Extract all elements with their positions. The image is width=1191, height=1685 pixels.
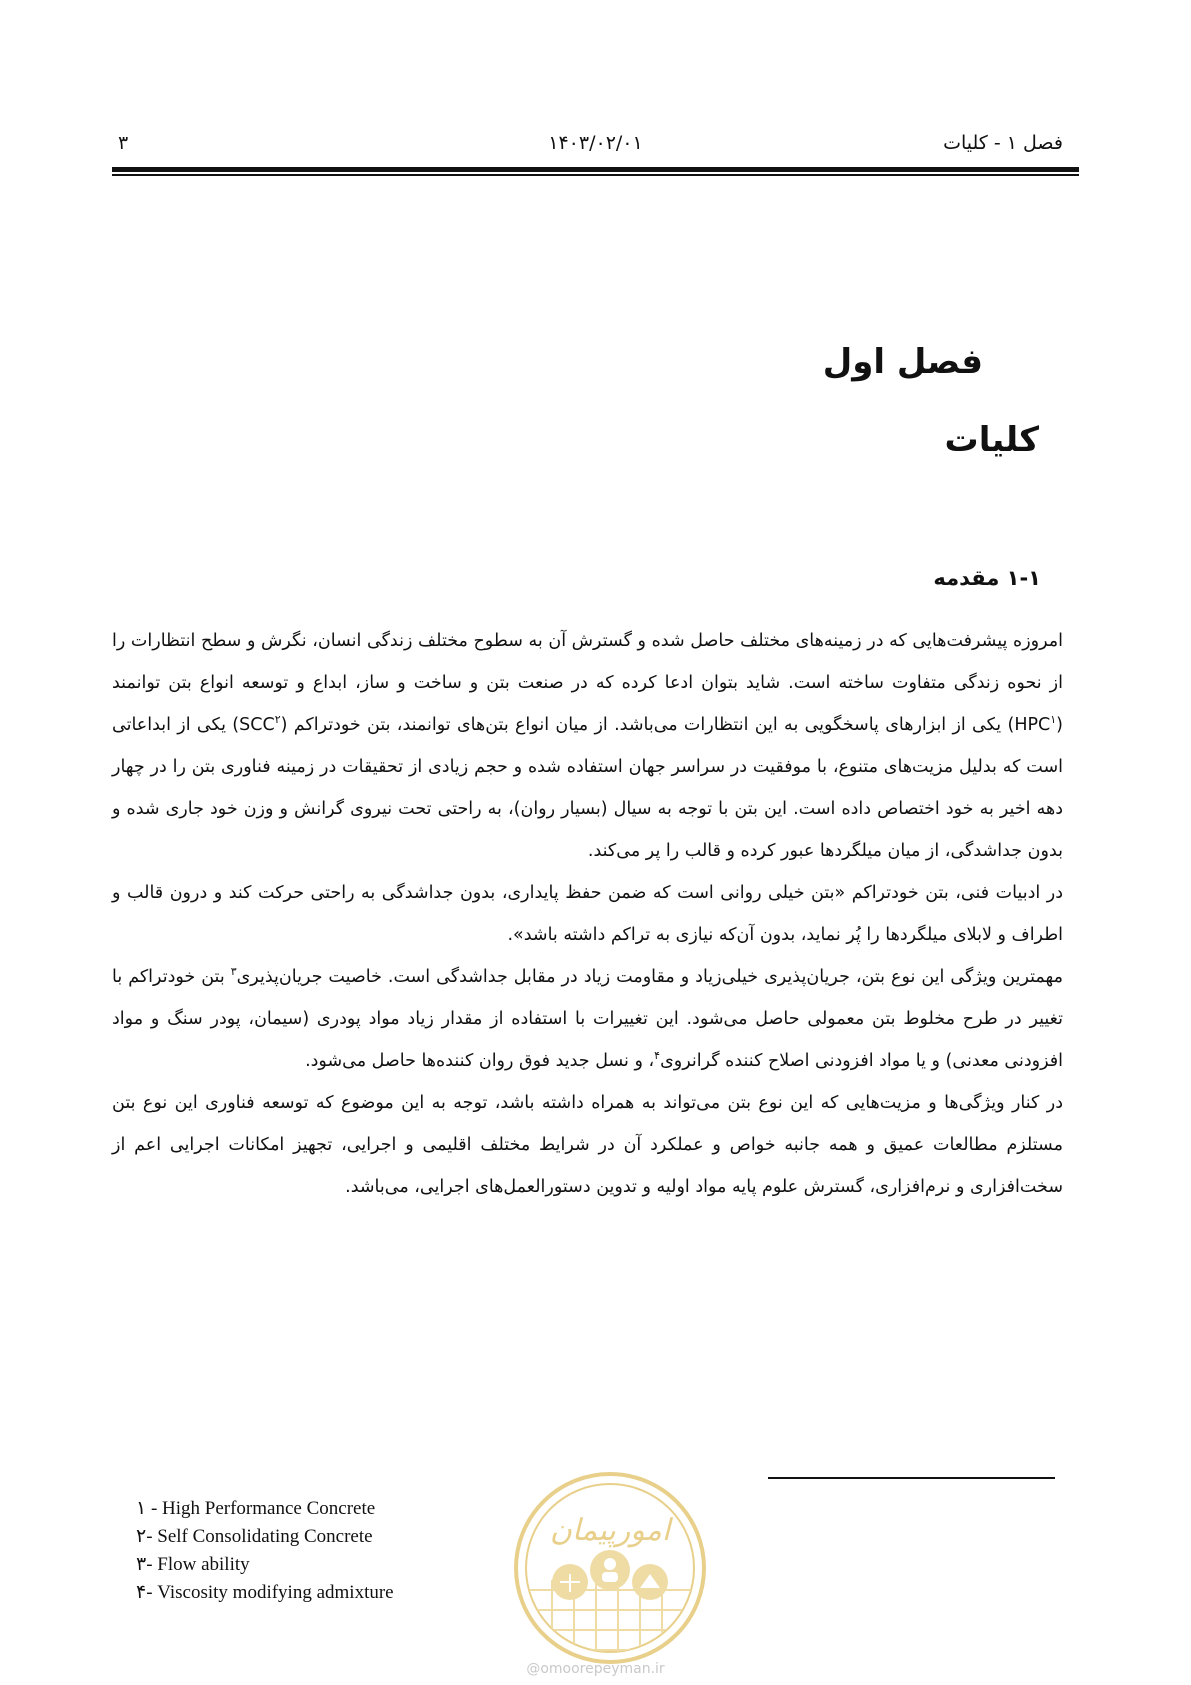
paragraph-1-part-1: امروزه پیشرفت‌هایی که در زمینه‌های مختلف حاصل شده و گسترش آن به سطوح مختلف زندگی انسان، نگرش و سطح انتظارات را از نحوه زندگی متفاوت ساخته است. شاید بتوان ادعا کرده که در صنعت بتن و ساخت و ساز، ابداع و توسعه انواع بتن توانمند ( [112,631,1063,735]
body-text [112,620,1063,1208]
paragraph-4 [112,1082,1063,1208]
page-number: ۳ [118,132,129,154]
watermark-url: @omoorepeyman.ir [526,1661,665,1677]
footnote-1: ۱ - High Performance Concrete [136,1498,376,1519]
paragraph-3-part-1: مهمترین ویژگی این نوع بتن، جریان‌پذیری خیلی‌زیاد و مقاومت زیاد در مقابل جداشدگی است. خاصیت جریان‌پذیری [236,967,1063,987]
footnote-rule [768,1477,1055,1479]
chapter-title: کلیات [944,420,1039,460]
paragraph-3 [112,956,1063,1082]
header-rule-thin [112,174,1079,176]
paragraph-1-part-2: ) یکی از ابزارهای پاسخگویی به این انتظارات می‌باشد. از میان انواع بتن‌های توانمند، بتن خودتراکم ( [280,715,1015,735]
section-heading: ۱-۱ مقدمه [933,566,1041,590]
paragraph-1 [112,620,1063,872]
header-rule-thick [112,167,1079,172]
footnote-ref-1: ۱ [1050,713,1057,727]
seal-logo-icon [512,1470,708,1666]
footnote-ref-4: ۴ [654,1049,661,1063]
footnote-4: ۴- Viscosity modifying admixture [136,1582,394,1603]
running-header-date: ۱۴۰۳/۰۲/۰۱ [548,132,643,154]
footnote-2: ۲- Self Consolidating Concrete [136,1526,373,1547]
footnote-ref-2: ۲ [274,713,281,727]
abbr-hpc: HPC [1014,715,1051,735]
seal-lettering: امورپیمان [549,1513,671,1548]
footnote-ref-3: ۳ [230,965,237,979]
footnote-3: ۳- Flow ability [136,1554,250,1575]
footnotes [136,1495,394,1607]
abbr-scc: SCC [239,715,275,735]
paragraph-3-part-2: بتن خودتراکم با تغییر در طرح مخلوط بتن معمولی حاصل می‌شود. این تغییرات با استفاده از مقدار زیاد مواد پودری (سیمان، پودر سنگ و مواد افزودنی معدنی) و یا مواد افزودنی اصلاح کننده گرانروی [112,967,1063,1071]
running-header-chapter: فصل ۱ - کلیات [943,132,1063,154]
paragraph-3-part-3: ، و نسل جدید فوق روان کننده‌ها حاصل می‌شود. [305,1051,655,1071]
paragraph-2-text: در ادبیات فنی، بتن خودتراکم «بتن خیلی روانی است که ضمن حفظ پایداری، بدون جداشدگی به راحتی حرکت کند و درون قالب و اطراف و لابلای میلگردها را پُر نماید، بدون آن‌که نیازی به تراکم داشته باشد». [112,883,1063,945]
paragraph-1-part-3: ) یکی از ابداعاتی است که بدلیل مزیت‌های متنوع، با موفقیت در سراسر جهان استفاده شده و حجم زیادی از تحقیقات در زمینه فناوری بتن را در چهار دهه اخیر به خود اختصاص داده است. این بتن با توجه به سیال (بسیار روان)، به راحتی تحت نیروی گرانش و وزن خود جاری شده و بدون جداشدگی، از میان میلگردها عبور کرده و قالب را پر می‌کند. [112,715,1063,861]
paragraph-2 [112,872,1063,956]
chapter-number-title: فصل اول [822,342,983,382]
paragraph-4-text: در کنار ویژگی‌ها و مزیت‌هایی که این نوع بتن می‌تواند به همراه داشته باشد، توجه به این موضوع که توسعه فناوری این نوع بتن مستلزم مطالعات عمیق و همه جانبه خواص و عملکرد آن در شرایط مختلف اقلیمی و اجرایی، تجهیز امکانات اجرایی اعم از سخت‌افزاری و نرم‌افزاری، گسترش علوم پایه مواد اولیه و تدوین دستورالعمل‌های اجرایی، می‌باشد. [112,1093,1063,1197]
